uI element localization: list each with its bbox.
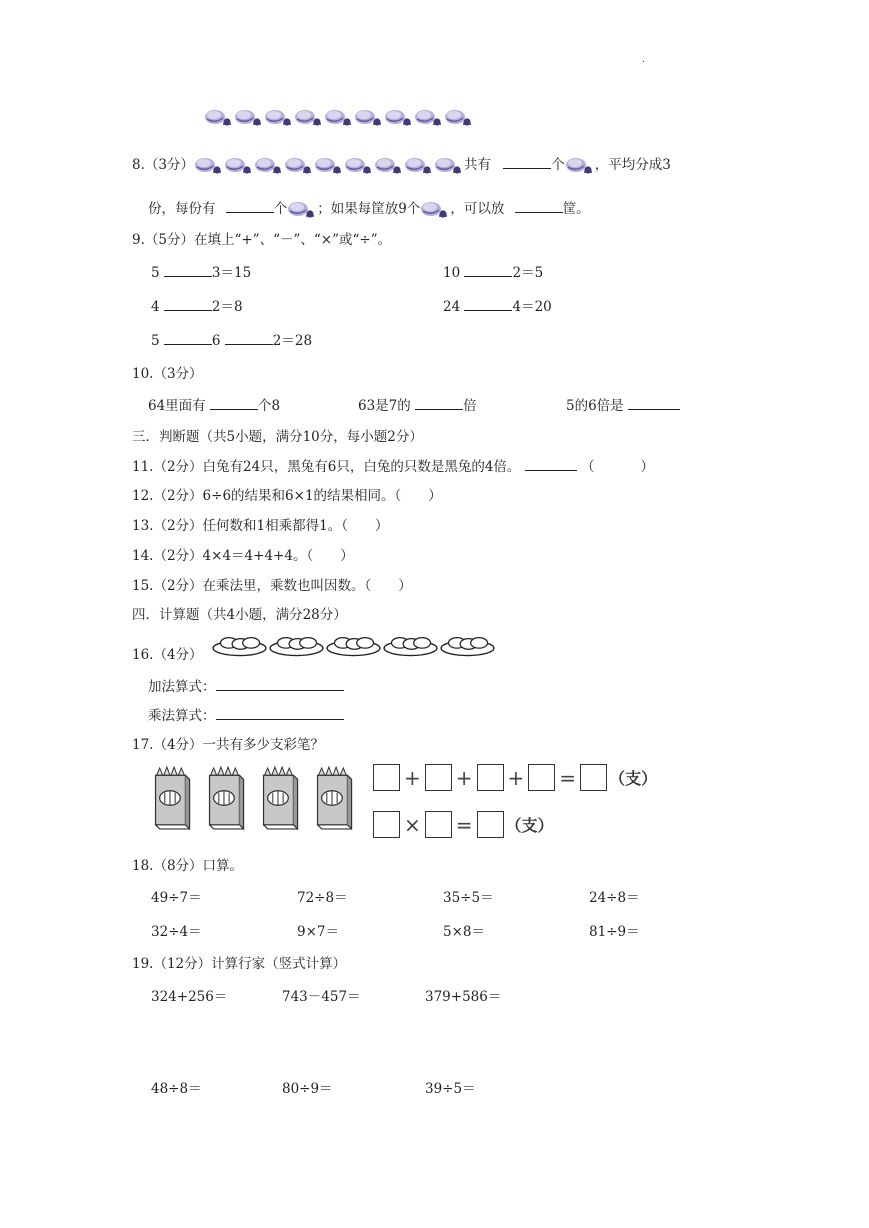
shuttlecock-icon <box>254 154 284 178</box>
q11-paren-right: ） <box>640 459 655 475</box>
crayon-box-icon <box>150 765 192 831</box>
q8-blank-each[interactable] <box>226 200 274 213</box>
shuttlecock-icon <box>404 154 434 178</box>
q16-title: 16.（4分） <box>132 647 203 663</box>
q15: 15.（2分）在乘法里，乘数也叫因数。（ ） <box>132 578 412 594</box>
q16-multiplication <box>148 704 344 724</box>
q17-addition-row <box>373 764 657 791</box>
q10-p1a: 64里面有 <box>148 398 206 414</box>
plus-sign: + <box>404 765 421 790</box>
q9-item-4-a: 24 <box>443 299 461 315</box>
equals-sign: = <box>455 812 473 837</box>
q10-p1b: 个8 <box>257 398 281 414</box>
q9-item-5 <box>151 329 312 349</box>
crayon-boxes <box>150 765 354 835</box>
shuttlecock-icon <box>294 106 324 130</box>
q9-blank-5b[interactable] <box>225 332 273 345</box>
q8-blank-baskets[interactable] <box>515 200 563 213</box>
q9-item-2 <box>443 261 543 281</box>
section-4-heading: 四．计算题（共4小题，满分28分） <box>132 607 347 623</box>
q11-blank[interactable] <box>525 458 577 471</box>
q8-text-split: ，平均分成3 <box>594 157 671 173</box>
shuttlecock-icon <box>224 154 254 178</box>
q9-item-5-b: 6 <box>211 333 221 349</box>
egg-plate-icon <box>382 632 439 658</box>
q10-title: 10.（3分） <box>132 366 203 382</box>
q16-add-blank[interactable] <box>216 678 344 691</box>
q11 <box>132 455 654 475</box>
plus-sign: + <box>507 765 525 790</box>
crayon-box-icon <box>204 765 246 831</box>
q17-add-box-4[interactable] <box>528 764 555 791</box>
q14: 14.（2分）4×4＝4+4+4。（ ） <box>132 548 354 564</box>
crayon-box-icon <box>312 765 354 831</box>
q18-item: 5×8＝ <box>443 924 485 940</box>
shuttlecock-icon <box>344 154 374 178</box>
shuttlecock-icon <box>384 106 414 130</box>
q18-item: 35÷5＝ <box>443 890 494 906</box>
q16-addition <box>148 675 344 695</box>
q9-item-4 <box>443 295 552 315</box>
q9-item-5-c: 2＝28 <box>272 333 313 349</box>
q16-add-label: 加法算式： <box>148 679 216 695</box>
q17-add-box-1[interactable] <box>373 764 400 791</box>
plus-sign: + <box>455 765 473 790</box>
shuttlecock-icon <box>565 154 595 178</box>
q10-p3a: 5的6倍是 <box>566 398 624 414</box>
egg-plate-icon <box>211 632 268 658</box>
q17-multiplication-row <box>373 811 554 838</box>
q10-blank-3[interactable] <box>628 397 680 410</box>
q9-item-1-b: 3＝15 <box>211 265 252 281</box>
shuttlecock-icon <box>314 154 344 178</box>
shuttlecock-row-top <box>204 106 474 130</box>
q10-blank-2[interactable] <box>415 397 463 410</box>
shuttlecock-icon <box>354 106 384 130</box>
q9-item-1 <box>151 261 251 281</box>
q18-item: 32÷4＝ <box>151 924 202 940</box>
q9-item-5-a: 5 <box>151 333 160 349</box>
crayon-box-icon <box>258 765 300 831</box>
q8-text-unit2: 个 <box>273 201 288 217</box>
q18-item: 24÷8＝ <box>589 890 640 906</box>
shuttlecock-icon <box>324 106 354 130</box>
shuttlecock-icon <box>204 106 234 130</box>
q9-item-2-b: 2＝5 <box>512 265 544 281</box>
shuttlecock-icon <box>194 154 224 178</box>
egg-plate-icon <box>325 632 382 658</box>
q8-text-end: 筐。 <box>562 201 590 217</box>
q19-title: 19.（12分）计算行家（竖式计算） <box>132 956 347 972</box>
shuttlecock-icon <box>420 198 450 222</box>
shuttlecock-icon <box>284 154 314 178</box>
q17-mul-result-box[interactable] <box>477 811 504 838</box>
shuttlecock-icon <box>414 106 444 130</box>
section-3-heading: 三．判断题（共5小题，满分10分，每小题2分） <box>132 429 423 445</box>
shuttlecock-icon <box>234 106 264 130</box>
q10-part-3 <box>566 394 680 414</box>
shuttlecock-icon <box>434 154 464 178</box>
q18-item: 49÷7＝ <box>151 890 202 906</box>
q19-item: 80÷9＝ <box>282 1081 333 1097</box>
q17-add-result-box[interactable] <box>580 764 607 791</box>
q19-item: 379+586＝ <box>425 989 502 1005</box>
egg-plate-icon <box>439 632 496 658</box>
q9-blank-4[interactable] <box>464 298 512 311</box>
q10-p2b: 倍 <box>463 398 477 414</box>
q18-title: 18.（8分）口算。 <box>132 858 244 874</box>
q19-item: 324+256＝ <box>151 989 228 1005</box>
q9-item-3 <box>151 295 243 315</box>
q17-unit: （支） <box>609 769 658 788</box>
shuttlecock-icon <box>374 154 404 178</box>
q11-text: 11.（2分）白兔有24只，黑兔有6只，白兔的只数是黑兔的4倍。 <box>132 459 521 475</box>
q11-paren-left: （ <box>581 459 595 475</box>
egg-plate-icon <box>268 632 325 658</box>
q13: 13.（2分）任何数和1相乘都得1。（ ） <box>132 518 389 534</box>
q12: 12.（2分）6÷6的结果和6×1的结果相同。（ ） <box>132 488 442 504</box>
egg-plates <box>211 632 496 662</box>
q10-part-2 <box>358 394 477 414</box>
q19-item: 39÷5＝ <box>425 1081 476 1097</box>
shuttlecock-icon <box>264 106 294 130</box>
q8-text-unit: 个 <box>551 157 565 173</box>
q19-item: 743－457＝ <box>282 989 361 1005</box>
q18-item: 81÷9＝ <box>589 924 640 940</box>
q17-unit: （支） <box>505 816 554 835</box>
q9-blank-5a[interactable] <box>164 332 212 345</box>
q16-mul-blank[interactable] <box>216 707 344 720</box>
q8-text-each: 份，每份有 <box>148 201 216 217</box>
q19-item: 48÷8＝ <box>151 1081 202 1097</box>
q9-title: 9.（5分）在填上“+”、“－”、“×”或“÷”。 <box>132 232 392 248</box>
q8-prefix: 8.（3分） <box>132 157 194 173</box>
q8-text-can: ，可以放 <box>450 201 505 217</box>
q17-add-box-3[interactable] <box>477 764 504 791</box>
q9-item-1-a: 5 <box>151 265 160 281</box>
equals-sign: = <box>559 765 577 790</box>
q9-blank-1[interactable] <box>164 264 212 277</box>
q17-add-box-2[interactable] <box>425 764 452 791</box>
q17-title: 17.（4分）一共有多少支彩笔？ <box>132 737 325 753</box>
q16-mul-label: 乘法算式： <box>148 708 216 724</box>
q18-item: 9×7＝ <box>297 924 339 940</box>
q9-item-2-a: 10 <box>443 265 461 281</box>
q9-blank-2[interactable] <box>464 264 512 277</box>
page-mark: . <box>642 54 646 65</box>
q10-part-1 <box>148 394 280 414</box>
q9-blank-3[interactable] <box>164 298 212 311</box>
shuttlecock-icon <box>444 106 474 130</box>
q17-mul-box-2[interactable] <box>425 811 452 838</box>
q9-item-3-b: 2＝8 <box>211 299 243 315</box>
q9-item-4-b: 4＝20 <box>512 299 552 315</box>
q10-blank-1[interactable] <box>210 397 258 410</box>
q8-text-total: 共有 <box>463 157 491 173</box>
q17-mul-box-1[interactable] <box>373 811 400 838</box>
q9-item-3-a: 4 <box>151 299 160 315</box>
q8-blank-total[interactable] <box>503 156 551 169</box>
q8-line2 <box>148 195 590 223</box>
times-sign: × <box>404 812 421 837</box>
q18-item: 72÷8＝ <box>297 890 348 906</box>
q8-line1 <box>132 145 671 185</box>
q10-p2a: 63是7的 <box>358 398 411 414</box>
shuttlecock-icon <box>287 198 317 222</box>
q8-text-basket: ；如果每筐放9个 <box>317 201 421 217</box>
shuttlecock-row-bottom <box>194 157 464 173</box>
